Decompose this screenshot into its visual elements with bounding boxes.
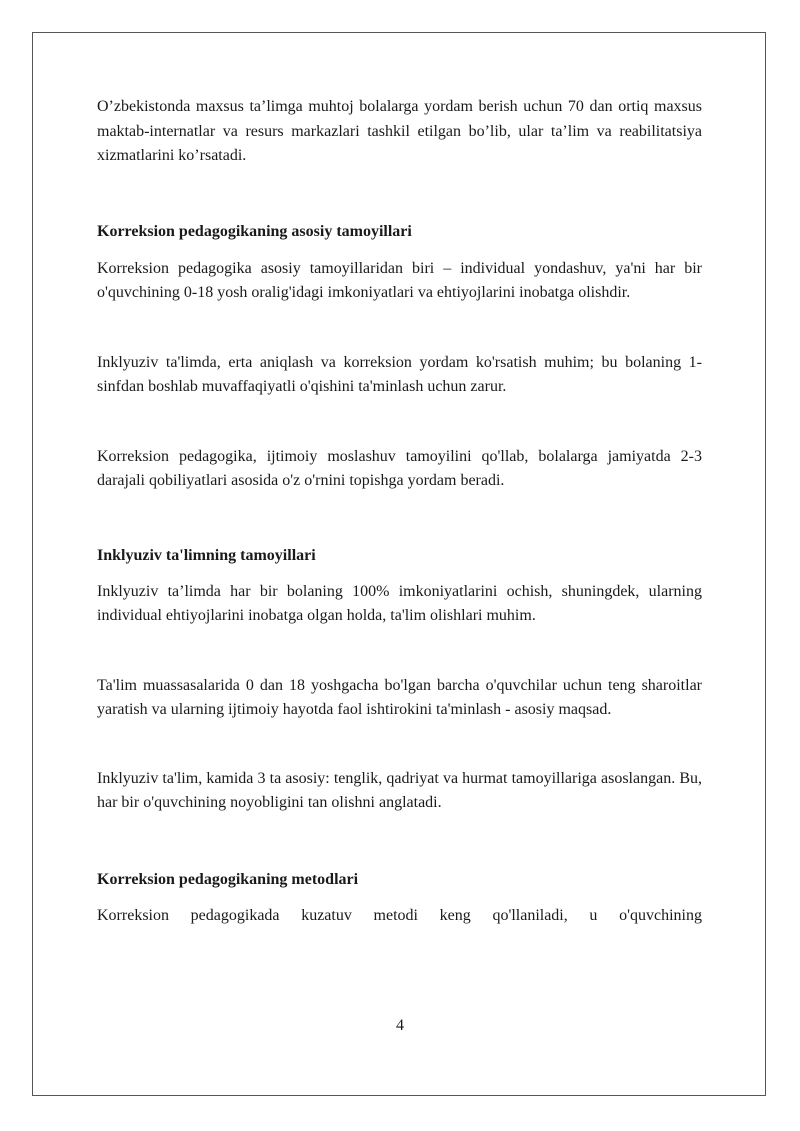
heading-correction-methods: Korreksion pedagogikaning metodlari [97, 870, 359, 888]
heading-correction-principles: Korreksion pedagogikaning asosiy tamoyillari [97, 222, 412, 240]
paragraph-early-detection: Inklyuziv ta'limda, erta aniqlash va korreksion yordam ko'rsatish muhim; bu bolaning 1-sinfdan boshlab muvaffaqiyatli o'qishini ta'minlash uchun zarur. [97, 353, 702, 395]
paragraph-equal-conditions: Ta'lim muassasalarida 0 dan 18 yoshgacha bo'lgan barcha o'quvchilar uchun teng sharoitlar yaratish va ularning ijtimoiy hayotda faol ishtirokini ta'minlash - asosiy maqsad. [97, 676, 702, 718]
paragraph-core-values: Inklyuziv ta'lim, kamida 3 ta asosiy: tenglik, qadriyat va hurmat tamoyillariga asoslangan. Bu, har bir o'quvchining noyobligini tan olishni anglatadi. [97, 769, 702, 811]
paragraph-intro: O’zbekistonda maxsus ta’limga muhtoj bolalarga yordam berish uchun 70 dan ortiq maxsus maktab-internatlar va resurs markazlari tashkil etilgan bo’lib, ular ta’lim va reabilitatsiya xizmatlarini ko’rsatadi. [97, 98, 702, 164]
paragraph-social-adaptation: Korreksion pedagogika, ijtimoiy moslashuv tamoyilini qo'llab, bolalarga jamiyatda 2-3 darajali qobiliyatlari asosida o'z o'rnini topishga yordam beradi. [97, 447, 702, 489]
paragraph-inclusive-potential: Inklyuziv ta’limda har bir bolaning 100% imkoniyatlarini ochish, shuningdek, ularning individual ehtiyojlarini inobatga olgan holda, ta'lim olishlari muhim. [97, 582, 702, 624]
page-number: 4 [396, 1017, 404, 1034]
paragraph-observation-method: Korreksion pedagogikada kuzatuv metodi keng qo'llaniladi, u o'quvchining [97, 906, 702, 924]
paragraph-individual-approach: Korreksion pedagogika asosiy tamoyillaridan biri – individual yondashuv, ya'ni har bir o'quvchining 0-18 yosh oralig'idagi imkoniyatlari va ehtiyojlarini inobatga olishdir. [97, 259, 702, 301]
document-body [97, 95, 702, 928]
heading-inclusive-principles: Inklyuziv ta'limning tamoyillari [97, 546, 316, 564]
